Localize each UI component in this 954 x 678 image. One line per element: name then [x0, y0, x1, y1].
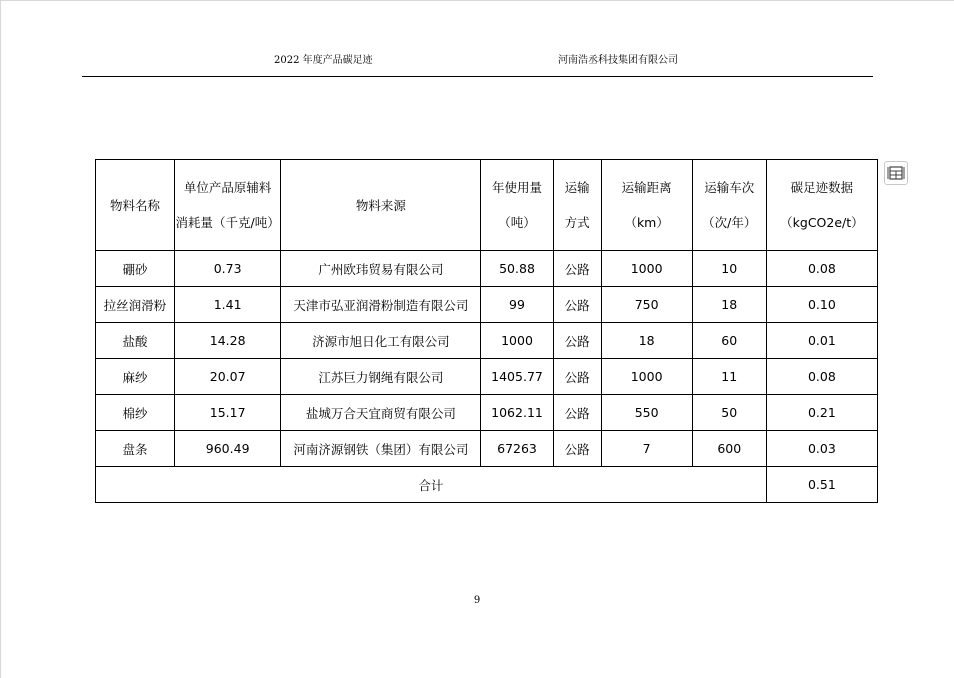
transport-mode-cell: 公路 — [553, 359, 601, 395]
column-header — [766, 160, 877, 251]
header-title: 2022 年度产品碳足迹 — [274, 55, 373, 66]
annual-usage-cell: 67263 — [481, 431, 553, 467]
header-company: 河南浩丞科技集团有限公司 — [558, 55, 678, 66]
column-header-line2: （吨） — [498, 215, 536, 230]
transport-mode-cell: 公路 — [553, 323, 601, 359]
annual-usage-cell: 50.88 — [481, 251, 553, 287]
table-row — [96, 287, 878, 323]
annual-usage-cell: 1062.11 — [481, 395, 553, 431]
column-header-line1: 年使用量 — [492, 180, 543, 195]
trips-cell: 18 — [692, 287, 766, 323]
column-header — [96, 160, 175, 251]
page-number: 9 — [473, 595, 481, 606]
distance-cell: 7 — [601, 431, 692, 467]
table-row — [96, 359, 878, 395]
material-name-cell: 盘条 — [96, 431, 175, 467]
total-label: 合计 — [96, 467, 767, 503]
table-row — [96, 395, 878, 431]
column-header-line1: 运输车次 — [704, 180, 755, 195]
column-header-line1: 单位产品原辅料 — [183, 180, 272, 195]
transport-mode-cell: 公路 — [553, 251, 601, 287]
material-name-cell: 硼砂 — [96, 251, 175, 287]
source-cell: 江苏巨力钢绳有限公司 — [281, 359, 481, 395]
column-header — [481, 160, 553, 251]
consumption-cell: 1.41 — [175, 287, 281, 323]
page-edge-left — [0, 0, 1, 678]
column-header-line1: 运输距离 — [621, 180, 672, 195]
carbon-footprint-cell: 0.21 — [766, 395, 877, 431]
material-name-cell: 棉纱 — [96, 395, 175, 431]
distance-cell: 1000 — [601, 359, 692, 395]
total-row — [96, 467, 878, 503]
column-header-line1: 物料来源 — [355, 197, 406, 213]
distance-cell: 18 — [601, 323, 692, 359]
annual-usage-cell: 1000 — [481, 323, 553, 359]
trips-cell: 600 — [692, 431, 766, 467]
table-grid-icon-graphic — [885, 162, 907, 184]
trips-cell: 11 — [692, 359, 766, 395]
materials-table — [95, 159, 878, 503]
column-header-line2: 消耗量（千克/吨） — [175, 215, 280, 230]
column-header-line2: （km） — [624, 215, 669, 230]
annual-usage-cell: 99 — [481, 287, 553, 323]
carbon-footprint-cell: 0.08 — [766, 251, 877, 287]
carbon-footprint-cell: 0.08 — [766, 359, 877, 395]
column-header — [601, 160, 692, 251]
column-header-line2: （kgCO2e/t） — [780, 215, 864, 230]
column-header-line2: 方式 — [564, 215, 590, 230]
source-cell: 盐城万合天宜商贸有限公司 — [281, 395, 481, 431]
distance-cell: 1000 — [601, 251, 692, 287]
trips-cell: 50 — [692, 395, 766, 431]
consumption-cell: 20.07 — [175, 359, 281, 395]
material-name-cell: 盐酸 — [96, 323, 175, 359]
table-header-row — [96, 160, 878, 251]
transport-mode-cell: 公路 — [553, 287, 601, 323]
column-header-line1: 碳足迹数据 — [790, 180, 854, 195]
table-grid-icon[interactable] — [884, 161, 908, 185]
column-header — [175, 160, 281, 251]
source-cell: 天津市弘亚润滑粉制造有限公司 — [281, 287, 481, 323]
consumption-cell: 960.49 — [175, 431, 281, 467]
column-header — [281, 160, 481, 251]
table-row — [96, 431, 878, 467]
consumption-cell: 15.17 — [175, 395, 281, 431]
carbon-footprint-cell: 0.03 — [766, 431, 877, 467]
table-row — [96, 323, 878, 359]
material-name-cell: 麻纱 — [96, 359, 175, 395]
transport-mode-cell: 公路 — [553, 395, 601, 431]
total-value: 0.51 — [766, 467, 877, 503]
column-header-line1: 运输 — [564, 180, 590, 195]
annual-usage-cell: 1405.77 — [481, 359, 553, 395]
carbon-footprint-cell: 0.01 — [766, 323, 877, 359]
source-cell: 济源市旭日化工有限公司 — [281, 323, 481, 359]
transport-mode-cell: 公路 — [553, 431, 601, 467]
consumption-cell: 14.28 — [175, 323, 281, 359]
table-row — [96, 251, 878, 287]
distance-cell: 750 — [601, 287, 692, 323]
trips-cell: 10 — [692, 251, 766, 287]
distance-cell: 550 — [601, 395, 692, 431]
column-header-line2: （次/年） — [702, 215, 757, 230]
consumption-cell: 0.73 — [175, 251, 281, 287]
header-rule — [82, 76, 873, 77]
column-header — [692, 160, 766, 251]
column-header — [553, 160, 601, 251]
trips-cell: 60 — [692, 323, 766, 359]
source-cell: 河南济源钢铁（集团）有限公司 — [281, 431, 481, 467]
column-header-line1: 物料名称 — [110, 197, 161, 213]
source-cell: 广州欧玮贸易有限公司 — [281, 251, 481, 287]
material-name-cell: 拉丝润滑粉 — [96, 287, 175, 323]
carbon-footprint-cell: 0.10 — [766, 287, 877, 323]
page-edge-top — [0, 0, 954, 1]
